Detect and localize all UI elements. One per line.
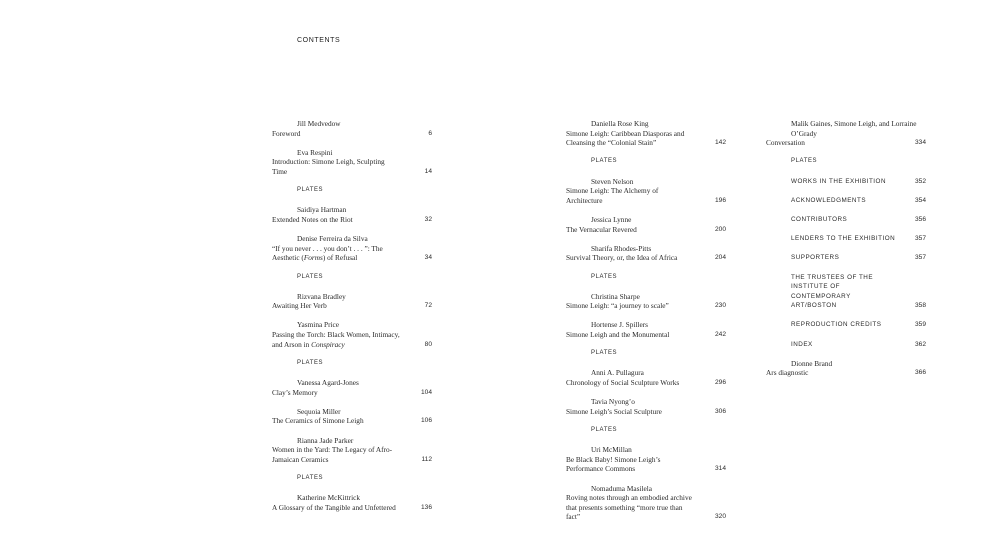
page-number: 14	[424, 167, 432, 175]
toc-section-entry	[766, 340, 926, 350]
toc-entry	[272, 234, 432, 263]
entry-title: Simone Leigh: “a journey to scale”	[566, 301, 669, 311]
toc-entry	[272, 205, 432, 224]
entry-title-part: ) of Refusal	[322, 253, 358, 263]
entry-author: Katherine McKittrick	[297, 493, 361, 503]
entry-author: Sequoia Miller	[297, 406, 341, 416]
entry-title: Ars diagnostic	[766, 368, 809, 378]
plates-divider: PLATES	[297, 187, 324, 194]
toc-entry	[766, 359, 926, 378]
page-number: 306	[714, 407, 726, 415]
page-number: 357	[914, 235, 926, 243]
entry-author: Eva Respini	[297, 147, 333, 157]
section-title: CONTRIBUTORS	[791, 215, 848, 223]
entry-title-part: “If you never . . . you don’t . . . ”: The Aesthetic (	[272, 243, 383, 263]
page-number: 34	[424, 254, 432, 262]
entry-title: Clay’s Memory	[272, 387, 318, 397]
entry-title	[272, 330, 432, 349]
toc-entry	[272, 320, 432, 349]
plates-divider: PLATES	[297, 474, 324, 481]
plates-divider: PLATES	[591, 158, 618, 165]
page-number: 356	[914, 215, 926, 223]
toc-column-1	[272, 119, 432, 522]
plates-divider: PLATES	[591, 427, 618, 433]
toc-section-entry	[766, 196, 926, 206]
page-number: 32	[424, 215, 432, 223]
entry-author: Jessica Lynne	[591, 214, 632, 224]
entry-title	[272, 244, 432, 263]
toc-section-entry	[766, 273, 926, 311]
section-title: INDEX	[791, 340, 813, 348]
entry-title: Extended Notes on the Riot	[272, 214, 353, 224]
page-number: 196	[714, 196, 726, 204]
entry-title: The Ceramics of Simone Leigh	[272, 416, 364, 426]
plates-divider: PLATES	[591, 350, 618, 357]
toc-entry	[566, 292, 726, 311]
page-number: 366	[914, 369, 926, 377]
page-number: 352	[914, 177, 926, 185]
page-number: 106	[420, 417, 432, 425]
page-number: 230	[714, 302, 726, 310]
entry-author: Anni A. Pullagura	[591, 368, 644, 378]
entry-title: Conversation	[766, 138, 805, 148]
entry-title: Introduction: Simone Leigh, Sculpting Time	[272, 157, 385, 176]
page-number: 296	[714, 379, 726, 387]
toc-section-entry	[766, 234, 926, 244]
entry-author: Steven Nelson	[591, 176, 634, 186]
entry-title: Foreword	[272, 128, 301, 138]
page-number: 72	[424, 302, 432, 310]
section-title: WORKS IN THE EXHIBITION	[791, 177, 887, 185]
page-number: 6	[428, 129, 432, 137]
page-number: 200	[714, 225, 726, 233]
entry-author: Jill Medvedow	[297, 119, 341, 128]
entry-author: Dionne Brand	[791, 358, 833, 368]
page-number: 354	[914, 196, 926, 204]
toc-entry	[272, 407, 432, 426]
plates-divider: PLATES	[297, 273, 324, 280]
toc-section-entry	[766, 215, 926, 225]
page-number: 242	[714, 331, 726, 339]
page-number: 112	[421, 455, 432, 463]
entry-author: Nomaduma Masilela	[591, 483, 652, 493]
entry-title-part: Passing the Torch: Black Women, Intimacy, and Arson in	[272, 330, 400, 349]
toc-section-entry	[766, 177, 926, 187]
page-number: 320	[714, 513, 726, 521]
page-number: 358	[914, 302, 926, 310]
entry-title: A Glossary of the Tangible and Unfettered	[272, 502, 396, 512]
toc-entry	[566, 177, 726, 206]
toc-entry	[272, 119, 432, 138]
toc-entry	[566, 119, 726, 148]
entry-title: Women in the Yard: The Legacy of Afro-Jamaican Ceramics	[272, 445, 393, 464]
entry-title: The Vernacular Revered	[566, 224, 637, 234]
entry-author: Malik Gaines, Simone Leigh, and Lorraine O’Grady	[791, 119, 917, 138]
toc-entry	[272, 378, 432, 397]
toc-entry	[272, 493, 432, 512]
toc-section-entry	[766, 320, 926, 330]
entry-title: Survival Theory, or, the Idea of Africa	[566, 253, 678, 263]
entry-author: Daniella Rose King	[591, 119, 649, 128]
page-number: 80	[424, 340, 432, 348]
plates-divider: PLATES	[791, 158, 818, 165]
entry-author: Tavia Nyong’o	[591, 397, 635, 407]
page-number: 314	[714, 465, 726, 473]
entry-title-italic: Forms	[303, 253, 323, 263]
page-number: 136	[420, 503, 432, 511]
page-number: 357	[914, 254, 926, 262]
toc-entry	[566, 368, 726, 387]
entry-author: Denise Ferreira da Silva	[297, 234, 368, 244]
section-title: ACKNOWLEDGMENTS	[791, 196, 867, 204]
toc-section-entry	[766, 253, 926, 263]
toc-entry	[566, 445, 726, 474]
section-title: SUPPORTERS	[791, 254, 840, 262]
toc-entry	[566, 244, 726, 263]
toc-column-3	[766, 119, 926, 388]
toc-entry	[566, 320, 726, 339]
toc-entry	[566, 484, 726, 522]
page-number: 359	[914, 321, 926, 329]
toc-entry	[272, 148, 432, 177]
entry-title: Awaiting Her Verb	[272, 301, 327, 311]
entry-title: Simone Leigh’s Social Sculpture	[566, 406, 662, 416]
contents-heading: CONTENTS	[297, 37, 341, 44]
plates-divider: PLATES	[591, 273, 618, 280]
entry-author: Christina Sharpe	[591, 291, 640, 301]
entry-title: Be Black Baby! Simone Leigh’s Performance Commons	[566, 454, 661, 474]
entry-title-italic: Conspiracy	[311, 339, 345, 349]
section-title: THE TRUSTEES OF THE INSTITUTE OF CONTEMPORARY ART/BOSTON	[791, 273, 874, 310]
entry-author: Vanessa Agard-Jones	[297, 378, 359, 388]
page-number: 334	[914, 139, 926, 147]
entry-author: Hortense J. Spillers	[591, 320, 648, 330]
toc-entry	[766, 119, 926, 148]
plates-divider: PLATES	[297, 359, 324, 366]
toc-entry	[566, 215, 726, 234]
page-number: 362	[914, 340, 926, 348]
page-number: 204	[714, 254, 726, 262]
entry-title: Roving notes through an embodied archive that presents something “more true than fact”	[566, 493, 692, 522]
toc-column-2	[566, 119, 726, 532]
entry-author: Rianna Jade Parker	[297, 435, 354, 445]
section-title: REPRODUCTION CREDITS	[791, 321, 882, 329]
entry-title: Simone Leigh and the Monumental	[566, 330, 670, 340]
toc-entry	[272, 436, 432, 465]
page-number: 142	[714, 139, 726, 147]
entry-title: Chronology of Social Sculpture Works	[566, 378, 680, 388]
entry-author: Rizvana Bradley	[297, 291, 346, 301]
entry-author: Saidiya Hartman	[297, 205, 347, 215]
page-number: 104	[420, 388, 432, 396]
section-title: LENDERS TO THE EXHIBITION	[791, 235, 896, 243]
entry-author: Yasmina Price	[297, 320, 340, 330]
entry-author: Uri McMillan	[591, 445, 632, 455]
entry-author: Sharifa Rhodes-Pitts	[591, 243, 652, 253]
entry-title: Simone Leigh: Caribbean Diasporas and Cleansing the “Colonial Stain”	[566, 128, 685, 148]
entry-title: Simone Leigh: The Alchemy of Architecture	[566, 186, 659, 205]
toc-entry	[566, 397, 726, 416]
toc-entry	[272, 292, 432, 311]
